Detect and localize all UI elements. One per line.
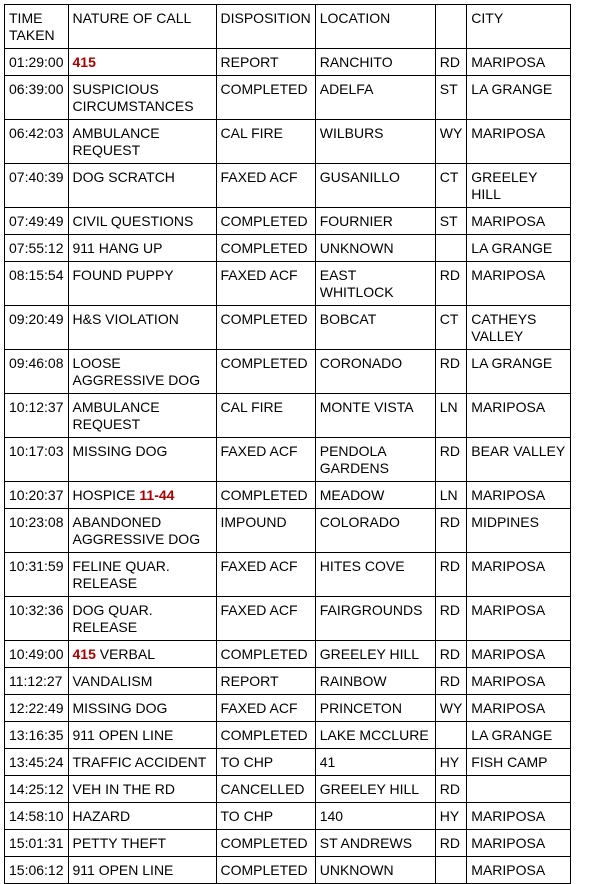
nature-cell <box>68 509 216 553</box>
time-cell: 06:39:00 <box>5 76 69 120</box>
time-cell: 14:25:12 <box>5 776 69 803</box>
location-cell: UNKNOWN <box>315 235 435 262</box>
nature-cell <box>68 695 216 722</box>
city-cell: MARIPOSA <box>467 553 571 597</box>
location-cell: FAIRGROUNDS <box>315 597 435 641</box>
nature-cell <box>68 668 216 695</box>
time-cell: 10:12:37 <box>5 394 69 438</box>
nature-cell <box>68 350 216 394</box>
table-row <box>5 394 571 438</box>
time-cell: 10:20:37 <box>5 482 69 509</box>
city-cell: MARIPOSA <box>467 120 571 164</box>
street-suffix-cell: RD <box>435 830 467 857</box>
street-suffix-cell: ST <box>435 76 467 120</box>
location-cell: GREELEY HILL <box>315 776 435 803</box>
city-cell: MARIPOSA <box>467 394 571 438</box>
call-code: 11-44 <box>139 487 175 503</box>
nature-cell <box>68 803 216 830</box>
nature-text: VANDALISM <box>72 673 153 689</box>
street-suffix-cell: HY <box>435 803 467 830</box>
city-cell <box>467 776 571 803</box>
table-row <box>5 164 571 208</box>
street-suffix-cell: RD <box>435 776 467 803</box>
location-cell: RANCHITO <box>315 49 435 76</box>
location-cell: HITES COVE <box>315 553 435 597</box>
disposition-cell: FAXED ACF <box>216 553 315 597</box>
location-cell: CORONADO <box>315 350 435 394</box>
street-suffix-cell: LN <box>435 394 467 438</box>
disposition-cell: COMPLETED <box>216 350 315 394</box>
table-row <box>5 776 571 803</box>
time-cell: 06:42:03 <box>5 120 69 164</box>
disposition-cell: COMPLETED <box>216 482 315 509</box>
nature-text: TRAFFIC ACCIDENT <box>72 754 207 770</box>
nature-cell <box>68 235 216 262</box>
nature-cell <box>68 553 216 597</box>
nature-cell <box>68 597 216 641</box>
street-suffix-cell: RD <box>435 49 467 76</box>
table-row <box>5 438 571 482</box>
table-row <box>5 482 571 509</box>
disposition-cell: COMPLETED <box>216 641 315 668</box>
street-suffix-cell: CT <box>435 306 467 350</box>
location-cell: MEADOW <box>315 482 435 509</box>
time-cell: 08:15:54 <box>5 262 69 306</box>
nature-cell <box>68 306 216 350</box>
disposition-cell: COMPLETED <box>216 306 315 350</box>
location-cell: 41 <box>315 749 435 776</box>
nature-cell <box>68 830 216 857</box>
table-row <box>5 120 571 164</box>
disposition-cell: REPORT <box>216 49 315 76</box>
time-cell: 10:17:03 <box>5 438 69 482</box>
nature-cell <box>68 482 216 509</box>
table-row <box>5 722 571 749</box>
nature-cell <box>68 749 216 776</box>
nature-cell <box>68 438 216 482</box>
street-suffix-cell: RD <box>435 262 467 306</box>
disposition-cell: TO CHP <box>216 803 315 830</box>
nature-text: LOOSE AGGRESSIVE DOG <box>72 355 201 388</box>
header-disposition: DISPOSITION <box>216 5 315 49</box>
nature-text: HAZARD <box>72 808 131 824</box>
nature-cell <box>68 120 216 164</box>
nature-cell <box>68 722 216 749</box>
street-suffix-cell: CT <box>435 164 467 208</box>
time-cell: 07:49:49 <box>5 208 69 235</box>
table-row <box>5 509 571 553</box>
table-row <box>5 306 571 350</box>
location-cell: GUSANILLO <box>315 164 435 208</box>
nature-text: VEH IN THE RD <box>72 781 175 797</box>
city-cell: LA GRANGE <box>467 76 571 120</box>
location-cell: ST ANDREWS <box>315 830 435 857</box>
street-suffix-cell: RD <box>435 597 467 641</box>
city-cell: MARIPOSA <box>467 49 571 76</box>
city-cell: MARIPOSA <box>467 641 571 668</box>
location-cell: PRINCETON <box>315 695 435 722</box>
disposition-cell: TO CHP <box>216 749 315 776</box>
street-suffix-cell: RD <box>435 350 467 394</box>
disposition-cell: FAXED ACF <box>216 262 315 306</box>
city-cell: MARIPOSA <box>467 262 571 306</box>
nature-text: CIVIL QUESTIONS <box>72 213 194 229</box>
street-suffix-cell <box>435 722 467 749</box>
time-cell: 01:29:00 <box>5 49 69 76</box>
nature-text: 911 OPEN LINE <box>72 727 174 743</box>
time-cell: 13:16:35 <box>5 722 69 749</box>
city-cell: MARIPOSA <box>467 857 571 884</box>
nature-text: PETTY THEFT <box>72 835 167 851</box>
header-location: LOCATION <box>315 5 435 49</box>
city-cell: MARIPOSA <box>467 668 571 695</box>
location-cell: MONTE VISTA <box>315 394 435 438</box>
nature-cell <box>68 208 216 235</box>
table-row <box>5 76 571 120</box>
nature-text: H&S VIOLATION <box>72 311 179 327</box>
city-cell: LA GRANGE <box>467 350 571 394</box>
city-cell: MARIPOSA <box>467 830 571 857</box>
street-suffix-cell: RD <box>435 438 467 482</box>
time-cell: 11:12:27 <box>5 668 69 695</box>
disposition-cell: COMPLETED <box>216 857 315 884</box>
nature-text: DOG QUAR. RELEASE <box>72 602 153 635</box>
header-row <box>5 5 571 49</box>
city-cell: MARIPOSA <box>467 482 571 509</box>
time-cell: 09:20:49 <box>5 306 69 350</box>
disposition-cell: FAXED ACF <box>216 695 315 722</box>
header-time: TIME TAKEN <box>5 5 69 49</box>
table-row <box>5 49 571 76</box>
street-suffix-cell: RD <box>435 509 467 553</box>
street-suffix-cell: RD <box>435 668 467 695</box>
disposition-cell: CAL FIRE <box>216 394 315 438</box>
table-row <box>5 803 571 830</box>
nature-cell <box>68 164 216 208</box>
table-row <box>5 695 571 722</box>
nature-text: 911 HANG UP <box>72 240 163 256</box>
disposition-cell: CANCELLED <box>216 776 315 803</box>
time-cell: 15:06:12 <box>5 857 69 884</box>
disposition-cell: IMPOUND <box>216 509 315 553</box>
location-cell: UNKNOWN <box>315 857 435 884</box>
location-cell: RAINBOW <box>315 668 435 695</box>
table-row <box>5 668 571 695</box>
nature-text: MISSING DOG <box>72 700 168 716</box>
header-suffix <box>435 5 467 49</box>
street-suffix-cell: ST <box>435 208 467 235</box>
street-suffix-cell: HY <box>435 749 467 776</box>
table-row <box>5 749 571 776</box>
table-row <box>5 857 571 884</box>
nature-text: AMBULANCE REQUEST <box>72 125 160 158</box>
location-cell: COLORADO <box>315 509 435 553</box>
city-cell: LA GRANGE <box>467 235 571 262</box>
table-row <box>5 235 571 262</box>
table-row <box>5 350 571 394</box>
time-cell: 10:49:00 <box>5 641 69 668</box>
header-nature: NATURE OF CALL <box>68 5 216 49</box>
location-cell: EAST WHITLOCK <box>315 262 435 306</box>
city-cell: MARIPOSA <box>467 597 571 641</box>
disposition-cell: COMPLETED <box>216 208 315 235</box>
nature-text: ABANDONED AGGRESSIVE DOG <box>72 514 201 547</box>
disposition-cell: COMPLETED <box>216 722 315 749</box>
city-cell: MARIPOSA <box>467 695 571 722</box>
call-code: 415 <box>72 646 96 662</box>
street-suffix-cell: WY <box>435 120 467 164</box>
time-cell: 12:22:49 <box>5 695 69 722</box>
table-row <box>5 597 571 641</box>
city-cell: GREELEY HILL <box>467 164 571 208</box>
street-suffix-cell: RD <box>435 553 467 597</box>
nature-text: FOUND PUPPY <box>72 267 174 283</box>
disposition-cell: CAL FIRE <box>216 120 315 164</box>
city-cell: FISH CAMP <box>467 749 571 776</box>
nature-cell <box>68 641 216 668</box>
time-cell: 07:40:39 <box>5 164 69 208</box>
time-cell: 10:23:08 <box>5 509 69 553</box>
table-row <box>5 641 571 668</box>
disposition-cell: REPORT <box>216 668 315 695</box>
table-row <box>5 553 571 597</box>
nature-text: 911 OPEN LINE <box>72 862 174 878</box>
disposition-cell: FAXED ACF <box>216 438 315 482</box>
street-suffix-cell: WY <box>435 695 467 722</box>
disposition-cell: COMPLETED <box>216 830 315 857</box>
nature-text: MISSING DOG <box>72 443 168 459</box>
nature-text: DOG SCRATCH <box>72 169 175 185</box>
street-suffix-cell: RD <box>435 641 467 668</box>
nature-cell <box>68 49 216 76</box>
location-cell: LAKE MCCLURE <box>315 722 435 749</box>
call-log-table <box>4 4 571 884</box>
nature-cell <box>68 76 216 120</box>
nature-cell <box>68 776 216 803</box>
disposition-cell: FAXED ACF <box>216 164 315 208</box>
time-cell: 09:46:08 <box>5 350 69 394</box>
table-row <box>5 830 571 857</box>
city-cell: MIDPINES <box>467 509 571 553</box>
header-city: CITY <box>467 5 571 49</box>
location-cell: ADELFA <box>315 76 435 120</box>
time-cell: 07:55:12 <box>5 235 69 262</box>
location-cell: PENDOLA GARDENS <box>315 438 435 482</box>
time-cell: 13:45:24 <box>5 749 69 776</box>
city-cell: LA GRANGE <box>467 722 571 749</box>
city-cell: CATHEYS VALLEY <box>467 306 571 350</box>
time-cell: 10:32:36 <box>5 597 69 641</box>
location-cell: FOURNIER <box>315 208 435 235</box>
street-suffix-cell <box>435 235 467 262</box>
city-cell: BEAR VALLEY <box>467 438 571 482</box>
nature-text: HOSPICE <box>72 487 136 503</box>
disposition-cell: COMPLETED <box>216 235 315 262</box>
nature-cell <box>68 394 216 438</box>
disposition-cell: COMPLETED <box>216 76 315 120</box>
nature-cell <box>68 262 216 306</box>
nature-text: VERBAL <box>99 646 155 662</box>
city-cell: MARIPOSA <box>467 803 571 830</box>
street-suffix-cell <box>435 857 467 884</box>
time-cell: 10:31:59 <box>5 553 69 597</box>
call-code: 415 <box>72 54 96 70</box>
table-row <box>5 208 571 235</box>
call-rows <box>5 49 571 884</box>
location-cell: GREELEY HILL <box>315 641 435 668</box>
disposition-cell: FAXED ACF <box>216 597 315 641</box>
nature-cell <box>68 857 216 884</box>
location-cell: BOBCAT <box>315 306 435 350</box>
city-cell: MARIPOSA <box>467 208 571 235</box>
nature-text: AMBULANCE REQUEST <box>72 399 160 432</box>
street-suffix-cell: LN <box>435 482 467 509</box>
location-cell: WILBURS <box>315 120 435 164</box>
time-cell: 15:01:31 <box>5 830 69 857</box>
time-cell: 14:58:10 <box>5 803 69 830</box>
table-row <box>5 262 571 306</box>
location-cell: 140 <box>315 803 435 830</box>
nature-text: FELINE QUAR. RELEASE <box>72 558 170 591</box>
nature-text: SUSPICIOUS CIRCUMSTANCES <box>72 81 194 114</box>
